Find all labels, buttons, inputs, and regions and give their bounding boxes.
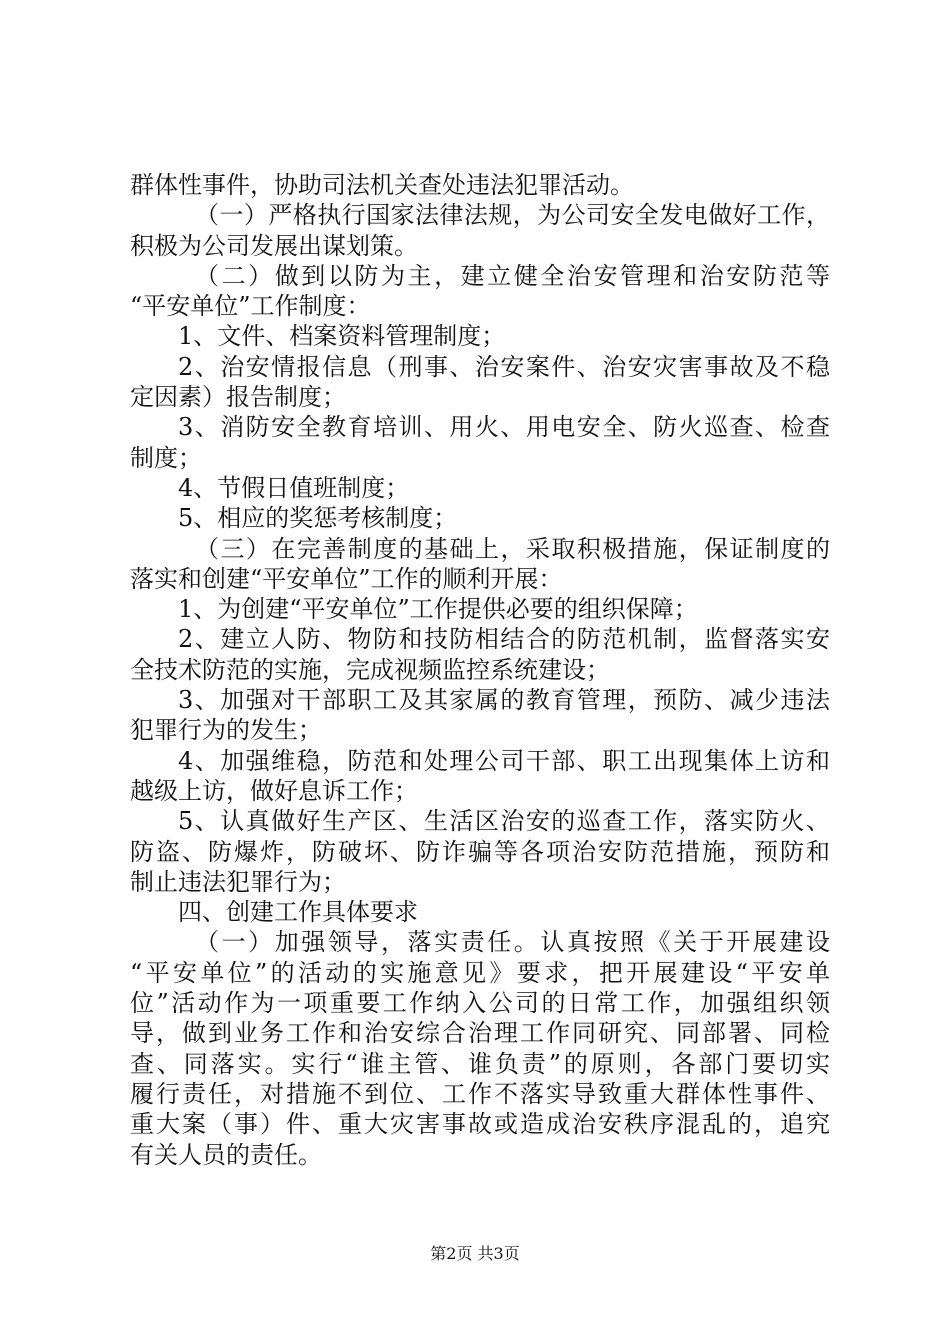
text-line: 查、同落实。实行“谁主管、谁负责”的原则，各部门要切实 bbox=[130, 1049, 830, 1078]
text-line: 导，做到业务工作和治安综合治理工作同研究、同部署、同检 bbox=[130, 1019, 830, 1048]
text-line: “平安单位”工作制度： bbox=[130, 292, 371, 321]
text-line: 有关人员的责任。 bbox=[130, 1140, 322, 1169]
text-line: 定因素）报告制度； bbox=[130, 383, 346, 412]
text-line: 犯罪行为的发生； bbox=[130, 716, 322, 745]
text-line: （二）做到以防为主，建立健全治安管理和治安防范等 bbox=[195, 261, 830, 290]
text-line: 2、建立人防、物防和技防相结合的防范机制，监督落实安 bbox=[178, 625, 830, 654]
text-line: 5、相应的奖惩考核制度； bbox=[178, 504, 458, 533]
text-line: （三）在完善制度的基础上，采取积极措施，保证制度的 bbox=[195, 534, 830, 563]
text-line: 1、文件、档案资料管理制度； bbox=[178, 322, 506, 351]
text-line: 4、加强维稳，防范和处理公司干部、职工出现集体上访和 bbox=[178, 746, 830, 775]
document-body bbox=[130, 170, 830, 1170]
text-line: 群体性事件，协助司法机关查处违法犯罪活动。 bbox=[130, 171, 634, 199]
text-line: 制度； bbox=[130, 443, 202, 472]
text-line: （一）严格执行国家法律法规，为公司安全发电做好工作， bbox=[195, 201, 830, 230]
text-line: 重大案（事）件、重大灾害事故或造成治安秩序混乱的，追究 bbox=[130, 1110, 830, 1139]
text-line: 积极为公司发展出谋划策。 bbox=[130, 231, 418, 260]
text-line: 2、治安情报信息（刑事、治安案件、治安灾害事故及不稳 bbox=[178, 352, 830, 381]
text-line: 全技术防范的实施，完成视频监控系统建设； bbox=[130, 655, 610, 684]
text-line: 1、为创建“平安单位”工作提供必要的组织保障； bbox=[178, 595, 698, 624]
text-line: （一）加强领导，落实责任。认真按照《关于开展建设 bbox=[195, 928, 830, 957]
text-line: 5、认真做好生产区、生活区治安的巡查工作，落实防火、 bbox=[178, 807, 830, 836]
text-line: 3、加强对干部职工及其家属的教育管理，预防、减少违法 bbox=[178, 686, 830, 715]
text-line: 防盗、防爆炸，防破坏、防诈骗等各项治安防范措施，预防和 bbox=[130, 837, 830, 866]
text-line: 制止违法犯罪行为； bbox=[130, 867, 346, 896]
text-line: “平安单位”的活动的实施意见》要求，把开展建设“平安单 bbox=[130, 958, 830, 987]
text-line: 落实和创建“平安单位”工作的顺利开展： bbox=[130, 564, 563, 593]
text-line: 3、消防安全教育培训、用火、用电安全、防火巡查、检查 bbox=[178, 413, 830, 442]
text-line: 位”活动作为一项重要工作纳入公司的日常工作，加强组织领 bbox=[130, 989, 830, 1018]
text-line: 4、节假日值班制度； bbox=[178, 473, 410, 502]
text-line: 越级上访，做好息诉工作； bbox=[130, 776, 418, 805]
text-line: 四、创建工作具体要求 bbox=[178, 898, 418, 927]
text-line: 履行责任，对措施不到位、工作不落实导致重大群体性事件、 bbox=[130, 1079, 830, 1108]
page-footer: 第2页 共3页 bbox=[430, 1244, 520, 1263]
